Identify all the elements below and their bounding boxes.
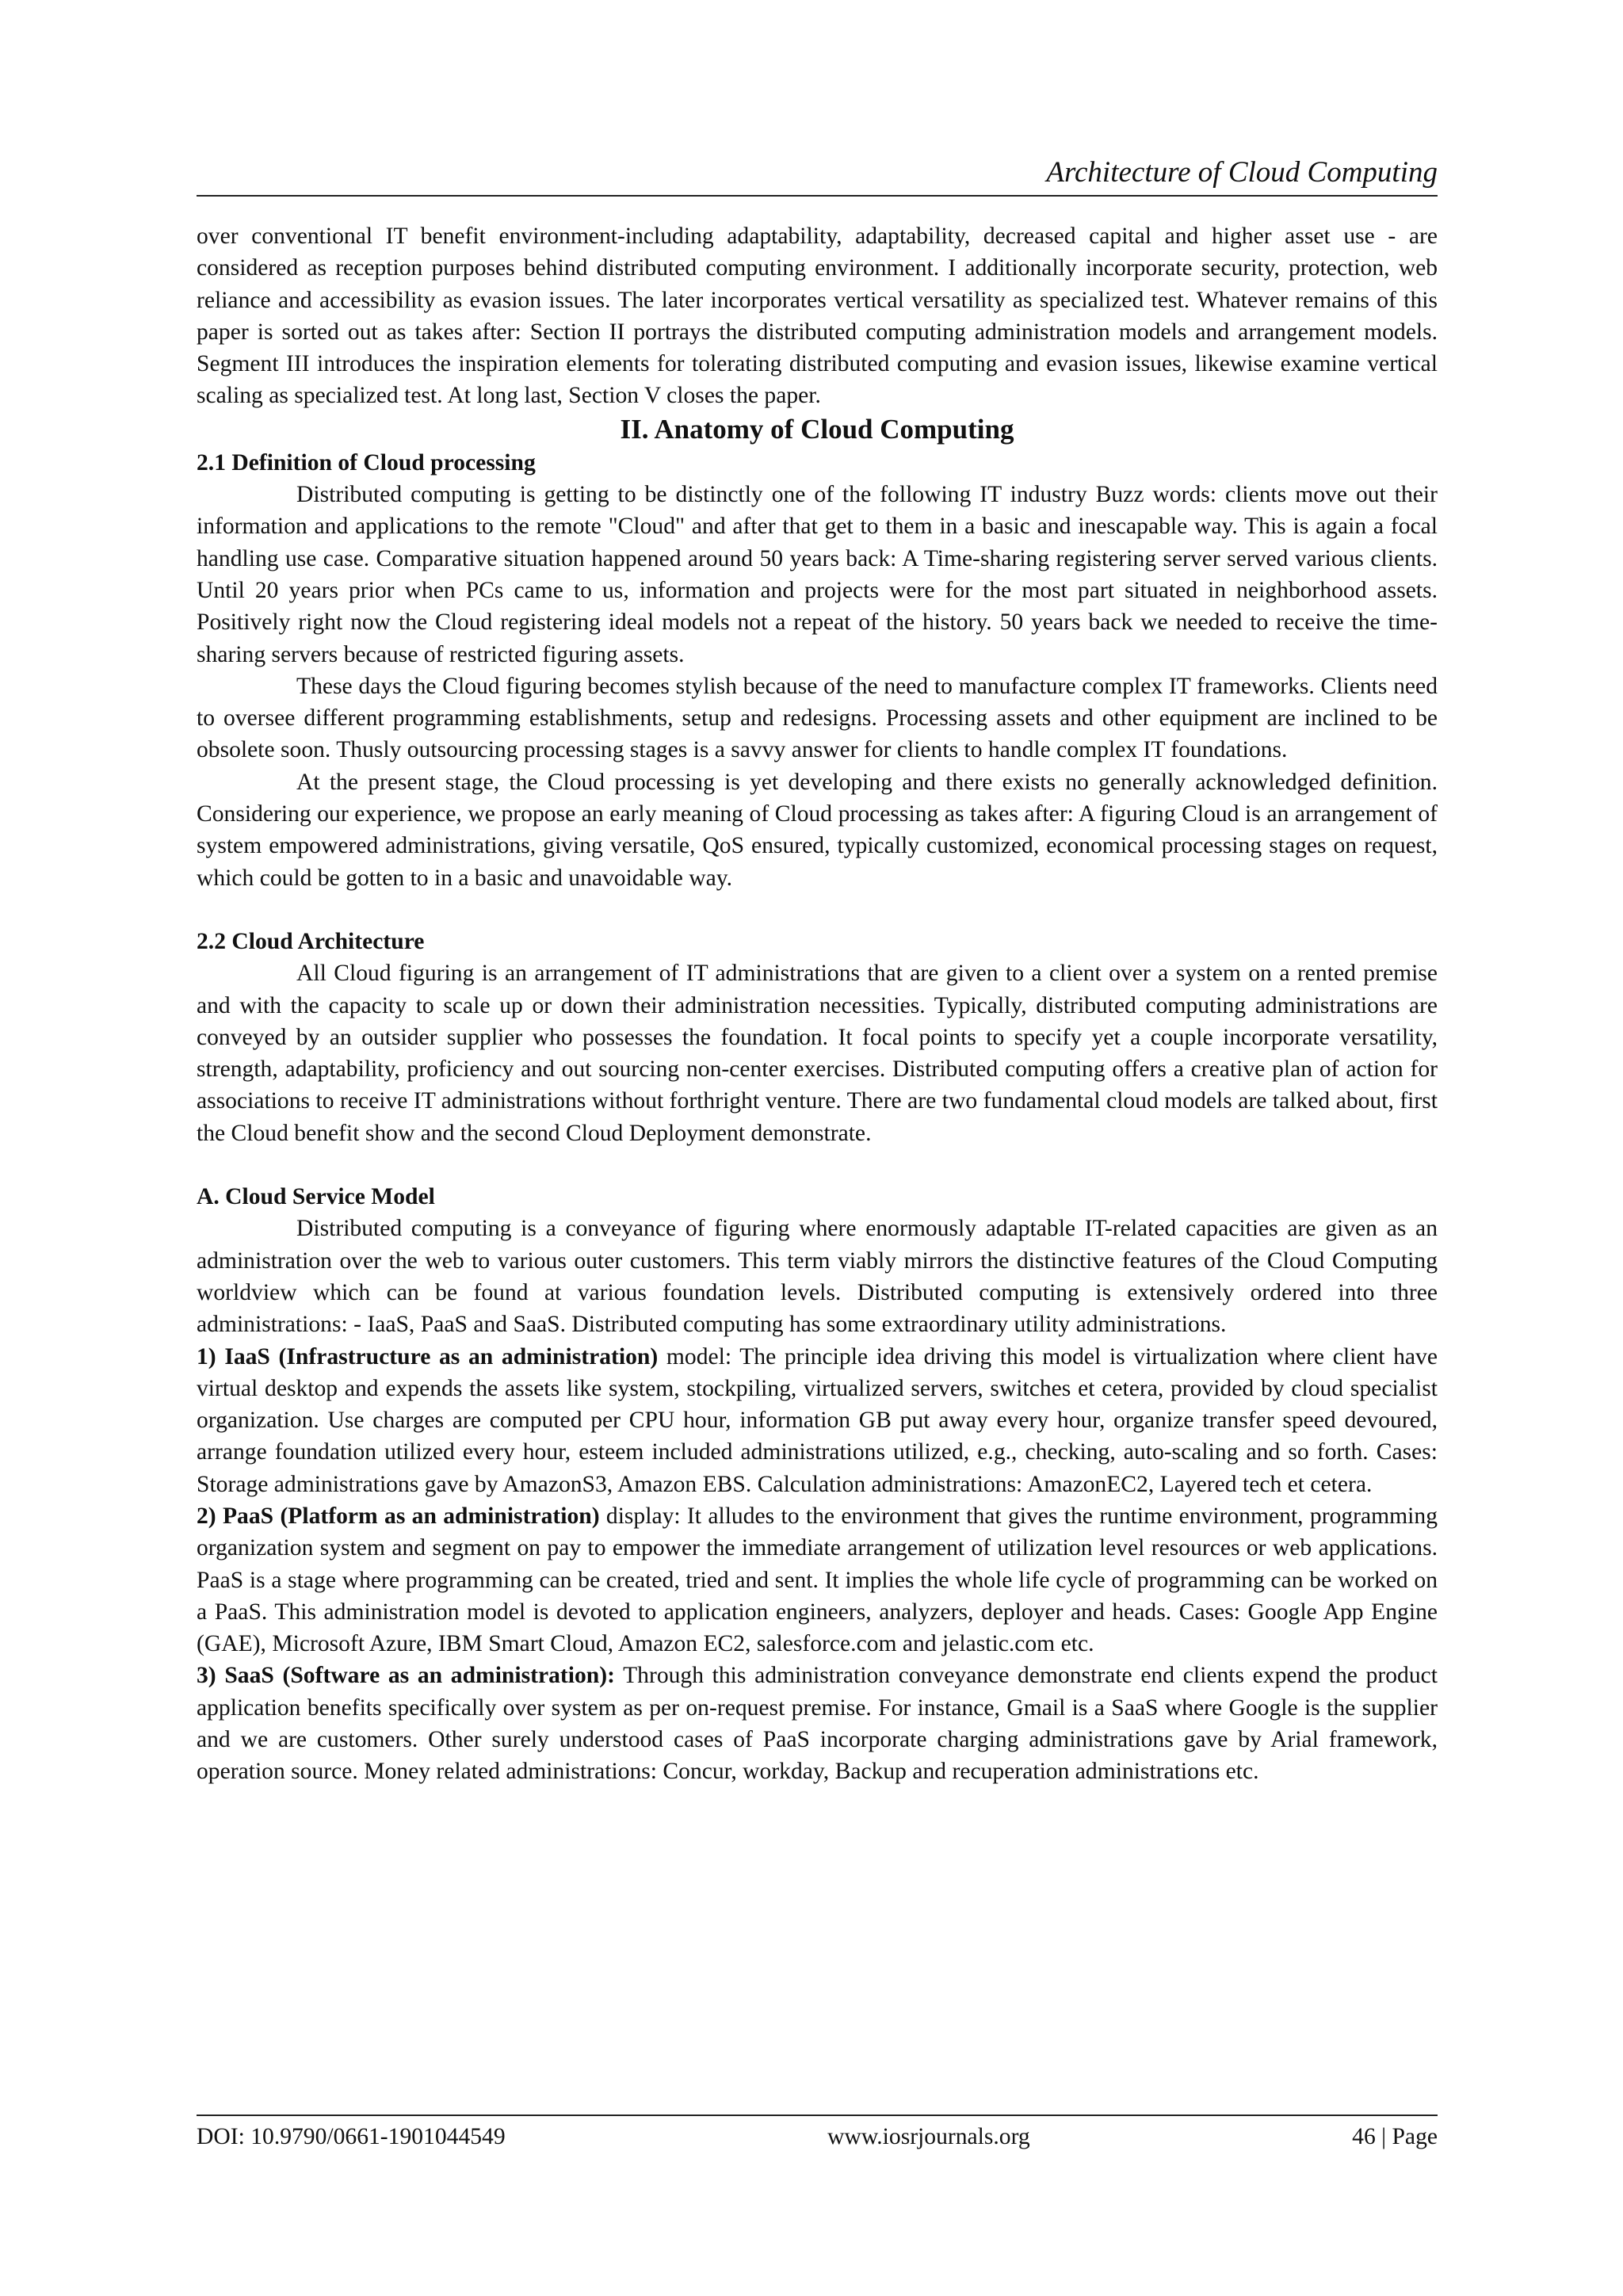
journal-website: www.iosrjournals.org	[827, 2124, 1030, 2149]
paragraph: At the present stage, the Cloud processing is yet developing and there exists no generally acknowledged definition. Considering our experience, we propose an early meaning of Cloud processing as takes after: A figuring Cloud is an arrangement of system empowered administrations, giving versatile, QoS ensured, typically customized, economical processing stages on request, which could be gotten to in a basic and unavoidable way.	[197, 769, 1438, 891]
paragraph: Distributed computing is a conveyance of figuring where enormously adaptable IT-related capacities are given as an administration over the web to various outer customers. This term viably mirrors the distinctive features of the Cloud Computing worldview which can be found at various foundation levels. Distributed computing is extensively ordered into three administrations: - IaaS, PaaS and SaaS. Distributed computing has some extraordinary utility administrations.	[197, 1216, 1438, 1338]
subsection-heading-2-2: 2.2 Cloud Architecture	[197, 928, 425, 954]
list-item-label: 2) PaaS (Platform as an administration)	[197, 1503, 600, 1529]
spacer	[197, 894, 1438, 926]
list-item-paas	[197, 1500, 1438, 1660]
doi: DOI: 10.9790/0661-1901044549	[197, 2124, 506, 2149]
section-title: II. Anatomy of Cloud Computing	[620, 413, 1014, 445]
subsection-heading-2-1: 2.1 Definition of Cloud processing	[197, 449, 536, 476]
article-body	[197, 220, 1438, 1788]
spacer	[197, 1149, 1438, 1181]
list-item-label: 1) IaaS (Infrastructure as an administration)	[197, 1343, 659, 1370]
list-item-iaas	[197, 1341, 1438, 1500]
intro-paragraph: over conventional IT benefit environment-including adaptability, adaptability, decreased capital and higher asset use - are considered as reception purposes behind distributed computing environment. I additionally incorporate security, protection, web reliance and accessibility as evasion issues. The later incorporates vertical versatility as specialized test. Whatever remains of this paper is sorted out as takes after: Section II portrays the distributed computing administration models and arrangement models. Segment III introduces the inspiration elements for tolerating distributed computing and evasion issues, likewise examine vertical scaling as specialized test. At long last, Section V closes the paper.	[197, 223, 1438, 409]
page-number: 46 | Page	[1352, 2124, 1438, 2149]
page-footer	[197, 2121, 1438, 2153]
running-title: Architecture of Cloud Computing	[1046, 156, 1438, 189]
subsection-heading-a: A. Cloud Service Model	[197, 1184, 435, 1210]
footer-rule	[197, 2115, 1438, 2116]
list-item-text: display: It alludes to the environment that gives the runtime environment, programming organization system and segment on pay to empower the immediate arrangement of utilization level resources or web applications. PaaS is a stage where programming can be created, tried and sent. It implies the whole life cycle of programming can be worked on a PaaS. This administration model is devoted to application engineers, analyzers, deployer and heads. Cases: Google App Engine (GAE), Microsoft Azure, IBM Smart Cloud, Amazon EC2, salesforce.com and jelastic.com etc.	[197, 1503, 1438, 1657]
list-item-text: model: The principle idea driving this model is virtualization where client have virtual desktop and expends the assets like system, stockpiling, virtualized servers, switches et cetera, provided by cloud specialist organization. Use charges are computed per CPU hour, information GB put away every hour, organize transfer speed devoured, arrange foundation utilized every hour, esteem included administrations utilized, e.g., checking, auto-scaling and so forth. Cases: Storage administrations gave by AmazonS3, Amazon EBS. Calculation administrations: AmazonEC2, Layered tech et cetera.	[197, 1343, 1438, 1497]
paragraph: All Cloud figuring is an arrangement of IT administrations that are given to a client over a system on a rented premise and with the capacity to scale up or down their administration necessities. Typically, distributed computing administrations are conveyed by an outsider supplier who possesses the foundation. It focal points to specify yet a couple incorporate versatility, strength, adaptability, proficiency and out sourcing non-center exercises. Distributed computing offers a creative plan of action for associations to receive IT administrations without forthright venture. There are two fundamental cloud models are talked about, first the Cloud benefit show and the second Cloud Deployment demonstrate.	[197, 961, 1438, 1146]
list-item-text: Through this administration conveyance demonstrate end clients expend the product application benefits specifically over system as per on-request premise. For instance, Gmail is a SaaS where Google is the supplier and we are customers. Other surely understood cases of PaaS incorporate charging administrations gave by Arial framework, operation source. Money related administrations: Concur, workday, Backup and recuperation administrations etc.	[197, 1663, 1438, 1785]
paragraph: These days the Cloud figuring becomes stylish because of the need to manufacture complex IT frameworks. Clients need to oversee different programming establishments, setup and redesigns. Processing assets and other equipment are inclined to be obsolete soon. Thusly outsourcing processing stages is a savvy answer for clients to handle complex IT foundations.	[197, 673, 1438, 763]
list-item-saas	[197, 1660, 1438, 1787]
header-rule	[197, 195, 1438, 197]
list-item-label: 3) SaaS (Software as an administration):	[197, 1663, 615, 1689]
paragraph: Distributed computing is getting to be distinctly one of the following IT industry Buzz words: clients move out their information and applications to the remote "Cloud" and after that get to them in a basic and inescapable way. This is again a focal handling use case. Comparative situation happened around 50 years back: A Time-sharing registering server served various clients. Until 20 years prior when PCs came to us, information and projects were for the most part situated in neighborhood assets. Positively right now the Cloud registering ideal models not a repeat of the history. 50 years back we needed to receive the time-sharing servers because of restricted figuring assets.	[197, 482, 1438, 667]
